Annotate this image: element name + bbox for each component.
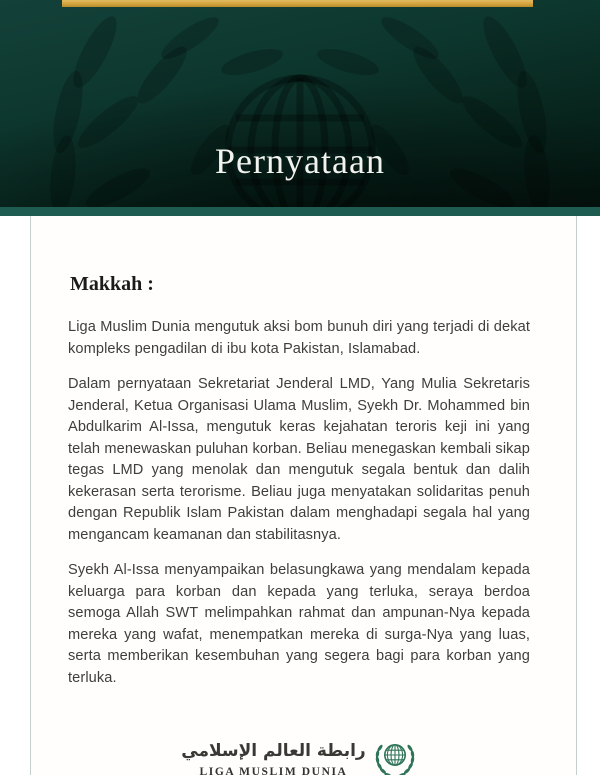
header-banner	[0, 0, 600, 207]
statement-paragraph: Dalam pernyataan Sekretariat Jenderal LMD, Yang Mulia Sekretaris Jenderal, Ketua Organisasi Ulama Muslim, Syekh Dr. Mohammed bin Abdulkarim Al-Issa, mengutuk keras kejahatan teroris keji ini yang telah menewaskan puluhan korban. Beliau menegaskan kembali sikap tegas LMD yang menolak dan mengutuk segala bentuk dan dalih kekerasan serta terorisme. Beliau juga menyatakan solidaritas penuh dengan Republik Islam Pakistan dalam menghadapi segala hal yang mengancam keamanan dan stabilitasnya.	[68, 376, 530, 543]
statement-paragraph: Liga Muslim Dunia mengutuk aksi bom bunuh diri yang terjadi di dekat kompleks pengadilan di ibu kota Pakistan, Islamabad.	[68, 319, 530, 357]
organization-arabic-name: رابطة العالم الإسلامي	[181, 741, 366, 762]
page-title: Pernyataan	[215, 141, 385, 181]
statement-paragraph: Syekh Al-Issa menyampaikan belasungkawa yang mendalam kepada keluarga para korban dan kepada yang terluka, seraya berdoa semoga Allah SWT melimpahkan rahmat dan ampunan-Nya kepada mereka yang wafat, menempatkan mereka di surga-Nya yang luas, serta memberikan kesembuhan yang segera bagi para korban yang terluka.	[68, 562, 530, 686]
organization-logo-text	[181, 741, 365, 775]
organization-latin-name: LIGA MUSLIM DUNIA	[199, 765, 348, 775]
gold-accent-bar	[62, 0, 533, 7]
globe-laurel-wreath-emblem-icon	[373, 736, 417, 775]
teal-divider-band	[0, 207, 600, 216]
dateline: Makkah :	[70, 273, 154, 295]
statement-card	[30, 216, 577, 775]
organization-logo	[68, 736, 530, 775]
